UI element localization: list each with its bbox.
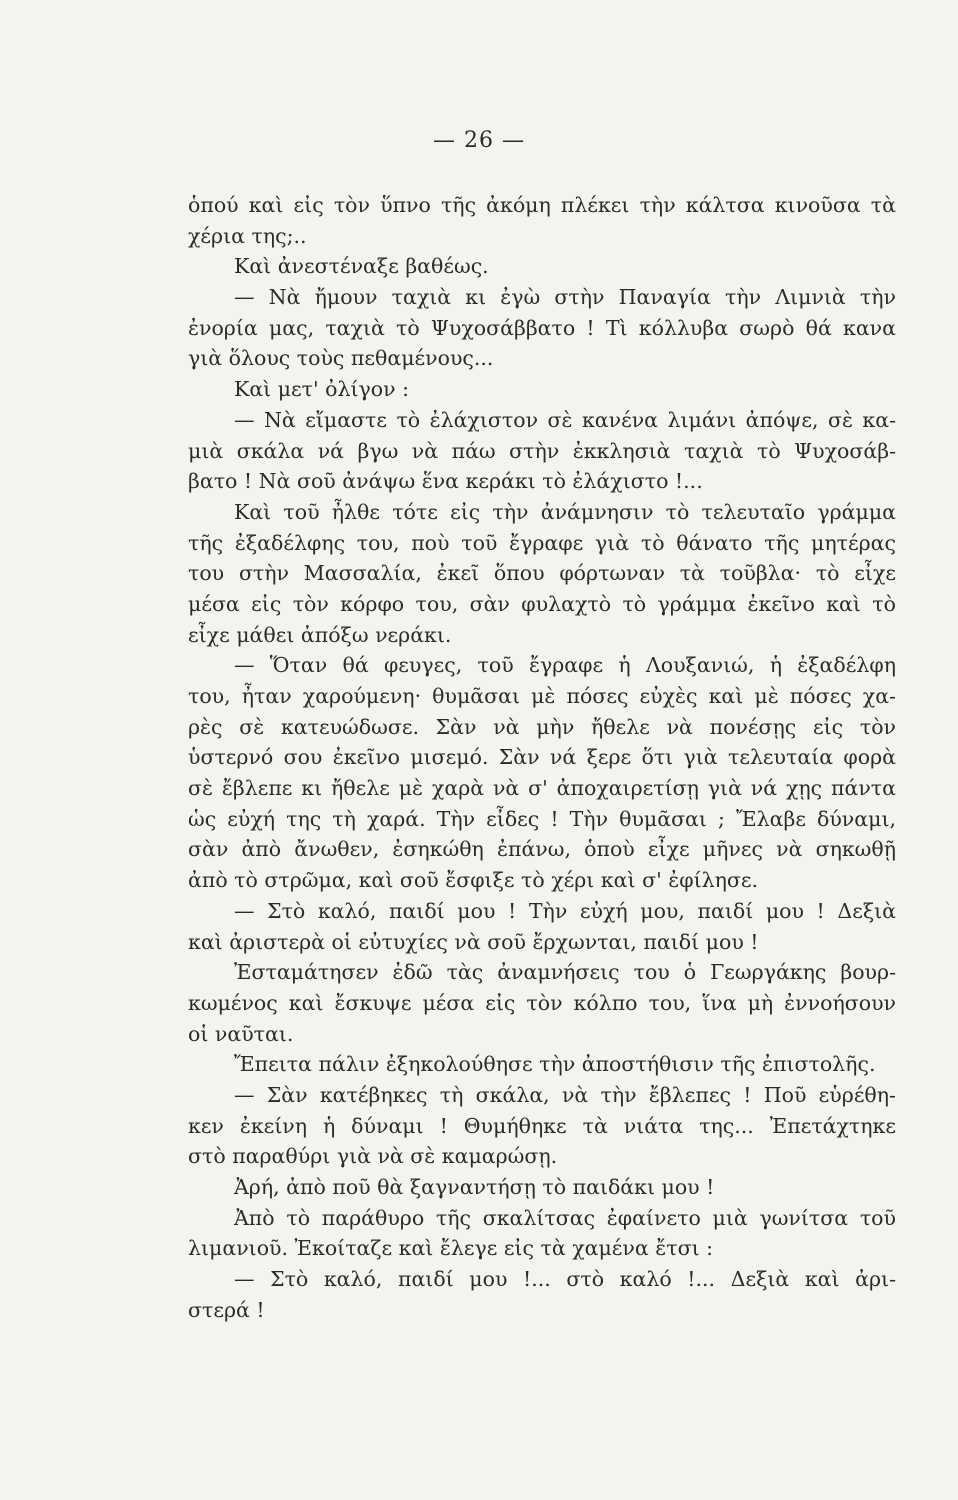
text-line: καὶ ἀριστερὰ οἱ εὐτυχίες νὰ σοῦ ἔρχωνται, παιδί μου ! — [188, 929, 759, 954]
text-line: στὸ παραθύρι γιὰ νὰ σὲ καμαρώσῃ. — [188, 1144, 558, 1169]
text-line: γιὰ ὅλους τοὺς πεθαμένους... — [188, 346, 494, 371]
text-line: στερά ! — [188, 1297, 265, 1322]
text-line: λιμανιοῦ. Ἐκοίταζε καὶ ἔλεγε εἰς τὰ χαμένα ἔτσι : — [188, 1236, 714, 1261]
text-line: σὲ ἔβλεπε κι ἤθελε μὲ χαρὰ νὰ σ' ἀποχαιρετίσῃ γιὰ νά χῃς πάντα — [188, 776, 896, 801]
text-line: Ἀρή, ἀπὸ ποῦ θὰ ξαγναντήσῃ τὸ παιδάκι μου ! — [234, 1175, 715, 1199]
body-text — [188, 190, 896, 1325]
text-line: του στὴν Μασσαλία, ἐκεῖ ὅπου φόρτωναν τὰ τοῦβλα· τὸ εἶχε — [188, 561, 896, 586]
text-line: μέσα εἰς τὸν κόρφο του, σὰν φυλαχτὸ τὸ γράμμα ἐκεῖνο καὶ τὸ — [188, 591, 896, 616]
text-line: Ἀπὸ τὸ παράθυρο τῆς σκαλίτσας ἐφαίνετο μιὰ γωνίτσα τοῦ — [234, 1205, 896, 1230]
page-number: — 26 — — [433, 128, 525, 153]
text-line: — Νὰ ἤμουν ταχιὰ κι ἐγὼ στὴν Παναγία τὴν Λιμνιὰ τὴν — [234, 285, 896, 310]
text-line: Καὶ τοῦ ἦλθε τότε εἰς τὴν ἀνάμνησιν τὸ τελευταῖο γράμμα — [234, 499, 896, 524]
text-line: τῆς ἐξαδέλφης του, ποὺ τοῦ ἔγραφε γιὰ τὸ θάνατο τῆς μητέρας — [188, 530, 896, 555]
text-line: ὁπού καὶ εἰς τὸν ὕπνο τῆς ἀκόμη πλέκει τὴν κάλτσα κινοῦσα τὰ — [188, 193, 896, 217]
text-line: κεν ἐκείνη ἡ δύναμι ! Θυμήθηκε τὰ νιάτα της... Ἐπετάχτηκε — [188, 1113, 896, 1138]
text-line: μιὰ σκάλα νά βγω νὰ πάω στὴν ἐκκλησιὰ ταχιὰ τὸ Ψυχοσάβ- — [188, 438, 896, 463]
text-line: — Στὸ καλό, παιδί μου !... στὸ καλό !... Δεξιὰ καὶ ἀρι- — [234, 1267, 896, 1292]
text-line: Καὶ ἀνεστέναξε βαθέως. — [234, 254, 489, 279]
text-line: — Σὰν κατέβηκες τὴ σκάλα, νὰ τὴν ἔβλεπες ! Ποῦ εὑρέθη- — [234, 1082, 896, 1107]
text-line: του, ἦταν χαρούμενη· θυμᾶσαι μὲ πόσες εὐχὲς καὶ μὲ πόσες χα- — [188, 684, 896, 708]
text-line: Ἐσταμάτησεν ἐδῶ τὰς ἀναμνήσεις του ὁ Γεωργάκης βουρ- — [234, 960, 896, 985]
text-line: Καὶ μετ' ὀλίγον : — [234, 377, 410, 402]
text-line: κωμένος καὶ ἔσκυψε μέσα εἰς τὸν κόλπο του, ἵνα μὴ ἐννοήσουν — [188, 990, 896, 1015]
text-line: Ἔπειτα πάλιν ἐξηκολούθησε τὴν ἀποστήθισιν τῆς ἐπιστολῆς. — [234, 1052, 876, 1077]
text-line: — Στὸ καλό, παιδί μου ! Τὴν εὐχή μου, παιδί μου ! Δεξιὰ — [234, 898, 896, 923]
text-line: ὑστερνό σου ἐκεῖνο μισεμό. Σὰν νά ξερε ὅτι γιὰ τελευταία φορὰ — [188, 745, 896, 770]
text-line: — Ὅταν θά φευγες, τοῦ ἔγραφε ἡ Λουξανιώ, ἡ ἐξαδέλφη — [234, 653, 896, 678]
text-line: ρὲς σὲ κατευώδωσε. Σὰν νὰ μὴν ἤθελε νὰ πονέσῃς εἰς τὸν — [188, 714, 896, 739]
text-line: οἱ ναῦται. — [188, 1021, 294, 1046]
text-line: ἀπὸ τὸ στρῶμα, καὶ σοῦ ἔσφιξε τὸ χέρι καὶ σ' ἐφίλησε. — [188, 868, 759, 893]
text-line: ἐνορία μας, ταχιὰ τὸ Ψυχοσάββατο ! Τὶ κόλλυβα σωρὸ θά κανα — [188, 315, 896, 340]
text-line: εἶχε μάθει ἀπόξω νεράκι. — [188, 622, 452, 647]
text-line: ὡς εὐχή της τὴ χαρά. Τὴν εἶδες ! Τὴν θυμᾶσαι ; Ἔλαβε δύναμι, — [188, 806, 896, 831]
text-line: βατο ! Νὰ σοῦ ἀνάψω ἕνα κεράκι τὸ ἐλάχιστο !... — [188, 469, 703, 494]
text-line: χέρια της;.. — [188, 223, 307, 248]
text-line: σὰν ἀπὸ ἄνωθεν, ἐσηκώθη ἐπάνω, ὁποὺ εἶχε μῆνες νὰ σηκωθῇ — [188, 837, 896, 862]
text-line: — Νὰ εἴμαστε τὸ ἐλάχιστον σὲ κανένα λιμάνι ἀπόψε, σὲ κα- — [234, 407, 896, 432]
